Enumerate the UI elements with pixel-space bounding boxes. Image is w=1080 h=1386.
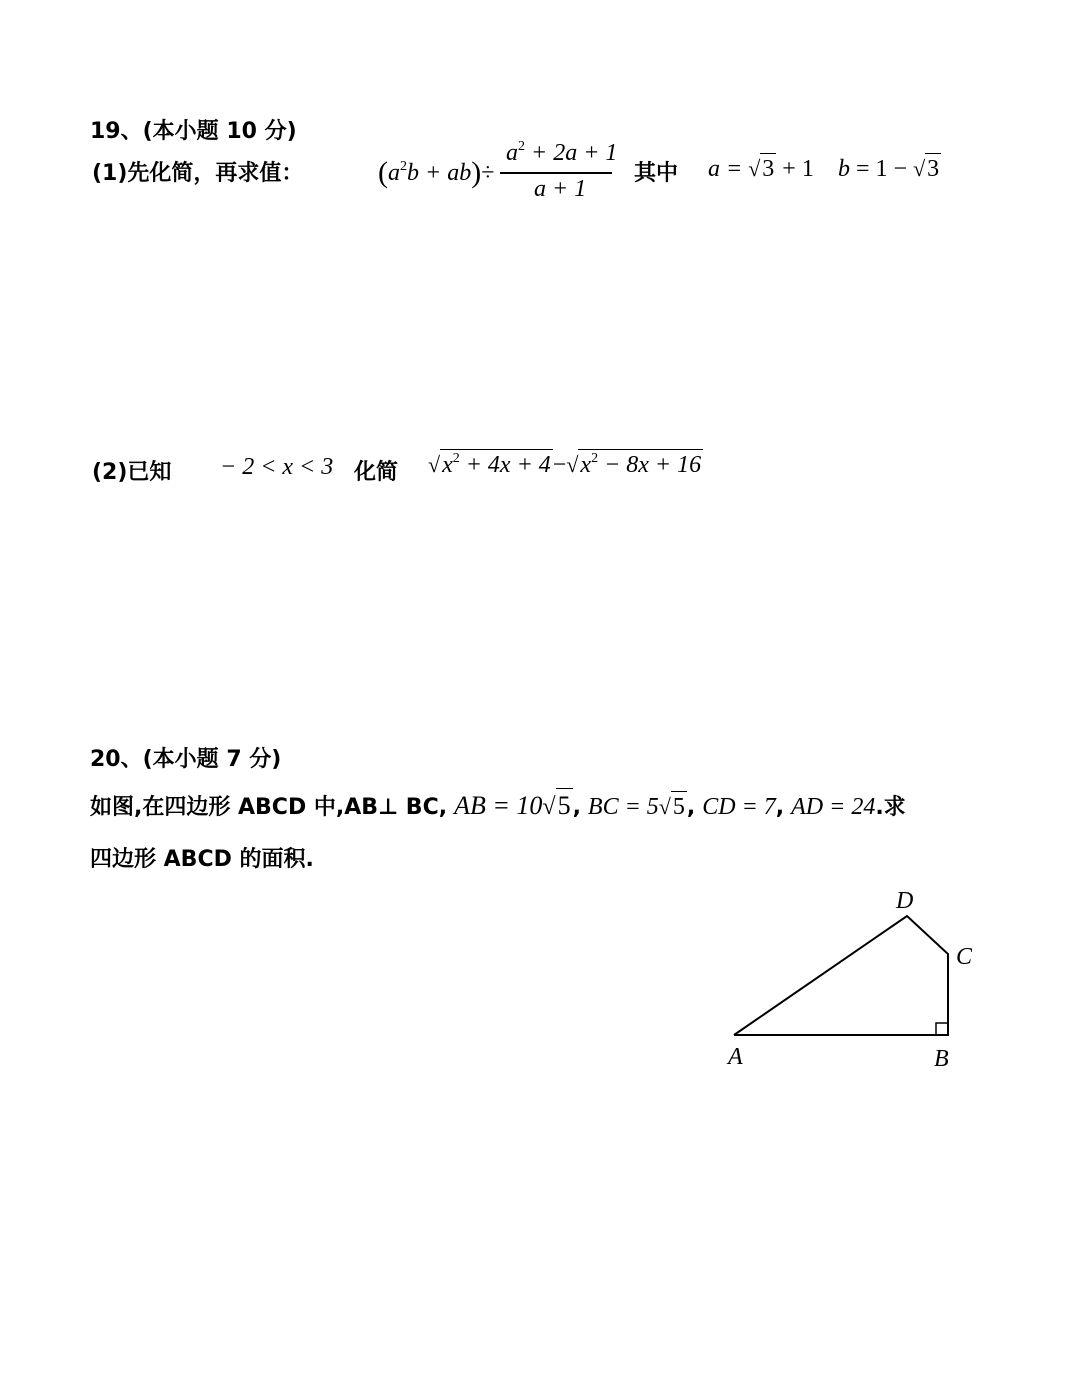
right-angle-marker: [936, 1023, 948, 1035]
fraction-bar: [500, 172, 612, 174]
q19-simplify-label: 化简: [354, 460, 399, 485]
fraction-numerator: $a^2 + 2a + 1$: [506, 139, 618, 166]
fraction-denominator: a + 1: [534, 176, 587, 202]
q20-line1: 如图,在四边形 ABCD 中,AB⊥ BC, AB = 10√5, BC = 5√5, CD = 7, AD = 24.求: [90, 790, 906, 821]
vertex-label-c: C: [956, 944, 973, 970]
radical-1: $√x^2 + 4x + 4$: [428, 451, 551, 478]
vertex-label-a: A: [728, 1044, 743, 1070]
q19-part2-condition: − 2 < x < 3: [220, 454, 334, 480]
q19-part2-label: (2)已知: [92, 460, 172, 485]
q20-title: 20、(本小题 7 分): [90, 747, 282, 772]
quadrilateral-outline: [734, 916, 948, 1035]
vertex-label-d: D: [896, 888, 914, 914]
q19-part2-expression: $√x^2 + 4x + 4-√x^2 - 8x + 16$: [428, 451, 702, 478]
q19-b-value: b = 1 − √3: [838, 156, 941, 183]
q20-line2: 四边形 ABCD 的面积.: [90, 847, 314, 872]
q19-title: 19、(本小题 10 分): [90, 119, 297, 144]
q20-quadrilateral-figure: [700, 880, 1000, 1080]
q19-where-label: 其中: [634, 161, 679, 186]
q19-a-value: a = √3 + 1: [708, 156, 814, 183]
q19-part1-fraction: [500, 139, 618, 206]
radical-2: $√x^2 - 8x + 16$: [566, 451, 702, 478]
vertex-label-b: B: [934, 1046, 949, 1072]
q19-part1-expression: $(a^2b + ab)\div$: [378, 156, 495, 189]
q19-part1-label: (1)先化简，再求值：: [92, 161, 304, 186]
